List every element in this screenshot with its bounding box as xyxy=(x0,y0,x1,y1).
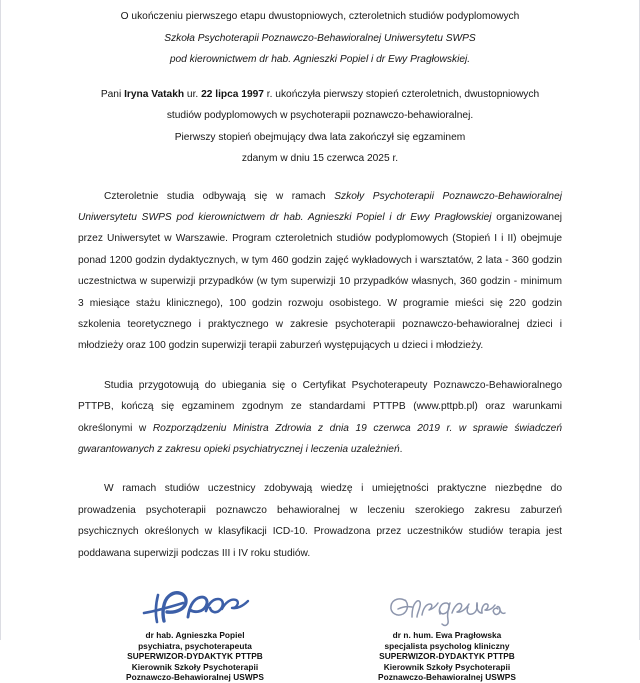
recipient-block xyxy=(78,84,562,170)
signatory-role: SUPERWIZOR-DYDAKTYK PTTPB xyxy=(127,651,263,662)
signatory-title: specjalista psycholog kliniczny xyxy=(384,640,510,651)
p2-text-a: Studia przygotowują do ubiegania się o Certyfikat Psychoterapeuty Poznawczo-Behawioralnego PTTPB, kończą się egzaminem zgodnym ze standardami PTTPB (www.pttpb.pl) oraz warunkami określonymi w xyxy=(78,379,562,434)
p1-school-name-italic: Szkoły Psychoterapii Poznawczo-Behawioralnej Uniwersytetu SWPS pod kierownictwem dr hab. Agnieszki Popiel i dr Ewy Pragłowskiej xyxy=(78,190,562,223)
header-line-1: O ukończeniu pierwszego etapu dwustopniowych, czteroletnich studiów podyplomowych xyxy=(120,11,520,22)
p1-text-b: organizowanej przez Uniwersytet w Warszawie. Program czteroletnich studiów podyplomowych (Stopień I i II) obejmuje ponad 1200 godzin dydaktycznych, w tym 460 godzin zajęć wykładowych i warsztatów, 2 lata - 360 godzin uczestnictwa w superwizji przypadków (w tym superwizji 10 przypadków własnych, 360 godzin - minimum 3 miesiące stażu klinicznego), 100 godzin rozwoju osobistego. W programie mieści się 220 godzin szkolenia teoretycznego i praktycznego w zakresie psychoterapii poznawczo-behawioralnej dzieci i młodzieży oraz 100 godzin superwizji terapii zaburzeń występujących u dzieci i młodzieży. xyxy=(78,211,562,352)
header-line-3-leadership: pod kierownictwem dr hab. Agnieszki Popiel i dr Ewy Pragłowskiej. xyxy=(169,54,471,65)
signature-popiel-icon xyxy=(76,586,314,630)
signature-praglowska-icon xyxy=(328,586,566,630)
document-header xyxy=(78,6,562,71)
paragraph-certificate-info xyxy=(78,375,562,461)
paragraph-program-description xyxy=(78,186,562,357)
signature-block-praglowska xyxy=(328,586,566,683)
signature-caption-popiel xyxy=(76,630,314,683)
paragraph-skills-info: W ramach studiów uczestnicy zdobywają wiedzę i umiejętności praktyczne niezbędne do prowadzenia psychoterapii poznawczo behawioralnej w leczeniu szerokiego zakresu zaburzeń psychicznych określonych w klasyfikacji ICD-10. Prowadzona przez uczestników studiów terapia jest poddawana superwizji podczas III i IV roku studiów. xyxy=(78,483,562,559)
signatory-role: SUPERWIZOR-DYDAKTYK PTTPB xyxy=(379,651,515,662)
spacer-header xyxy=(78,71,562,84)
p2-text-b: . xyxy=(399,443,403,455)
birth-date: 22 lipca 1997 xyxy=(201,88,264,100)
signatory-name: dr n. hum. Ewa Pragłowska xyxy=(392,630,502,640)
student-name: Iryna Vatakh xyxy=(124,88,185,100)
signatory-name: dr hab. Agnieszka Popiel xyxy=(145,630,245,640)
document-body xyxy=(7,0,633,683)
spacer-recipient xyxy=(78,170,562,186)
header-line-2-school: Szkoła Psychoterapii Poznawczo-Behawioralnej Uniwersytetu SWPS xyxy=(164,32,476,44)
recipient-line-3: Pierwszy stopień obejmujący dwa lata zakończył się egzaminem xyxy=(174,131,466,143)
signatory-position-line-2: Poznawczo-Behawioralnej USWPS xyxy=(126,672,264,683)
recipient-suffix: r. ukończyła pierwszy stopień czteroletnich, dwustopniowych xyxy=(263,88,540,100)
signatory-position-line-1: Kierownik Szkoły Psychoterapii xyxy=(131,661,259,672)
signature-block-popiel xyxy=(76,586,314,683)
recipient-born-label: ur. xyxy=(184,88,202,100)
p1-text-a: Czteroletnie studia odbywają się w ramach xyxy=(104,190,335,202)
recipient-line-1 xyxy=(78,84,562,106)
signatory-title: psychiatra, psychoterapeuta xyxy=(138,640,252,651)
signature-caption-praglowska xyxy=(328,630,566,683)
signatory-position-line-2: Poznawczo-Behawioralnej USWPS xyxy=(378,672,516,683)
recipient-line-4-exam-date: zdanym w dniu 15 czerwca 2025 r. xyxy=(241,153,399,164)
recipient-line-2: studiów podyplomowych w psychoterapii poznawczo-behawioralnej. xyxy=(166,110,474,121)
signatory-position-line-1: Kierownik Szkoły Psychoterapii xyxy=(383,661,511,672)
recipient-prefix: Pani xyxy=(100,88,125,100)
p2-regulation-italic: Rozporządzeniu Ministra Zdrowia z dnia 19 czerwca 2019 r. w sprawie świadczeń gwarantowanych z zakresu opieki psychiatrycznej i leczenia uzależnień xyxy=(78,422,563,455)
signature-section xyxy=(78,586,562,683)
